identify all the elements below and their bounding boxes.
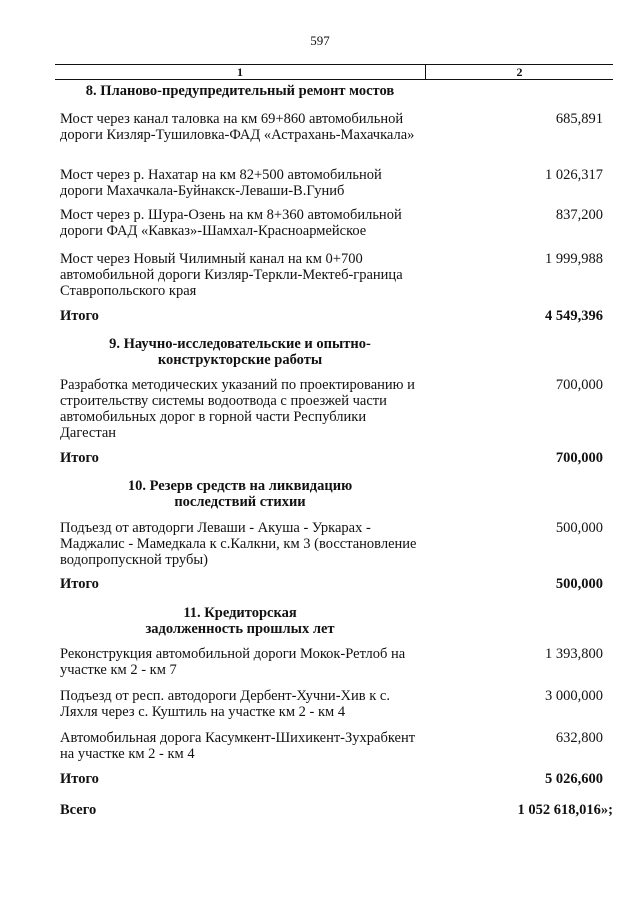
section-total — [55, 308, 613, 324]
section-11 — [55, 605, 613, 637]
section-9 — [55, 336, 613, 368]
section-total — [55, 576, 613, 592]
table-row — [55, 251, 613, 299]
section-title: 11. Кредиторская задолженность прошлых лет — [145, 605, 335, 637]
row-description: Реконструкция автомобильной дороги Мокок-Ретлоб на участке км 2 - км 7 — [60, 646, 406, 678]
row-value: 837,200 — [555, 207, 603, 223]
row-description: Мост через канал таловка на км 69+860 автомобильной дороги Кизляр-Тушиловка-ФАД «Астрахань-Махачкала» — [60, 111, 415, 143]
row-value: 700,000 — [555, 377, 603, 393]
total-value: 700,000 — [555, 450, 603, 466]
total-label: Итого — [60, 450, 99, 466]
row-value: 3 000,000 — [545, 688, 603, 704]
total-label: Итого — [60, 576, 99, 592]
table-row — [55, 111, 613, 143]
total-label: Итого — [60, 308, 99, 324]
table-row — [55, 688, 613, 720]
table-row — [55, 646, 613, 678]
row-description: Мост через Новый Чилимный канал на км 0+700 автомобильной дороги Кизляр-Теркли-Мектеб-граница Ставропольского края — [60, 251, 403, 299]
section-10 — [55, 478, 613, 510]
total-value: 5 026,600 — [545, 771, 603, 787]
row-value: 1 999,988 — [545, 251, 603, 267]
row-description: Автомобильная дорога Касумкент-Шихикент-Зухрабкент на участке км 2 - км 4 — [60, 730, 416, 762]
column-header-2: 2 — [516, 65, 523, 79]
section-total — [55, 450, 613, 466]
row-description: Мост через р. Шура-Озень на км 8+360 автомобильной дороги ФАД «Кавказ»-Шамхал-Красноармейское — [60, 207, 402, 239]
table-header — [55, 64, 613, 80]
grand-total-value: 1 052 618,016»; — [517, 802, 613, 818]
table-row — [55, 377, 613, 441]
table-row — [55, 167, 613, 199]
total-label: Итого — [60, 771, 99, 787]
column-header-1: 1 — [55, 65, 426, 79]
section-title: 9. Научно-исследовательские и опытно-конструкторские работы — [109, 336, 371, 368]
total-value: 4 549,396 — [545, 308, 603, 324]
row-description: Подъезд от респ. автодороги Дербент-Хучни-Хив к с. Ляхля через с. Куштиль на участке км 2 - км 4 — [60, 688, 390, 720]
row-value: 1 393,800 — [545, 646, 603, 662]
page-number: 597 — [310, 33, 330, 48]
section-title: 10. Резерв средств на ликвидацию последствий стихии — [127, 478, 353, 510]
row-description: Подъезд от автодорги Леваши - Акуша - Уркарах - Маджалис - Мамедкала к с.Калкни, км 3 (восстановление водопропускной трубы) — [60, 520, 417, 568]
row-description: Мост через р. Нахатар на км 82+500 автомобильной дороги Махачкала-Буйнакск-Леваши-В.Гуниб — [60, 167, 382, 199]
table-row — [55, 207, 613, 239]
row-value: 500,000 — [555, 520, 603, 536]
budget-table — [55, 64, 613, 818]
total-value: 500,000 — [555, 576, 603, 592]
section-8 — [55, 83, 613, 99]
grand-total-label: Всего — [60, 802, 97, 818]
row-description: Разработка методических указаний по проектированию и строительству системы водоотвода с проезжей части автомобильных дорог в горной части Республики Дагестан — [60, 377, 415, 441]
table-row — [55, 730, 613, 762]
row-value: 685,891 — [555, 111, 603, 127]
section-title: 8. Планово-предупредительный ремонт мостов — [85, 83, 395, 99]
row-value: 1 026,317 — [545, 167, 603, 183]
row-value: 632,800 — [555, 730, 603, 746]
table-row — [55, 520, 613, 568]
section-total — [55, 771, 613, 787]
grand-total — [55, 802, 613, 818]
